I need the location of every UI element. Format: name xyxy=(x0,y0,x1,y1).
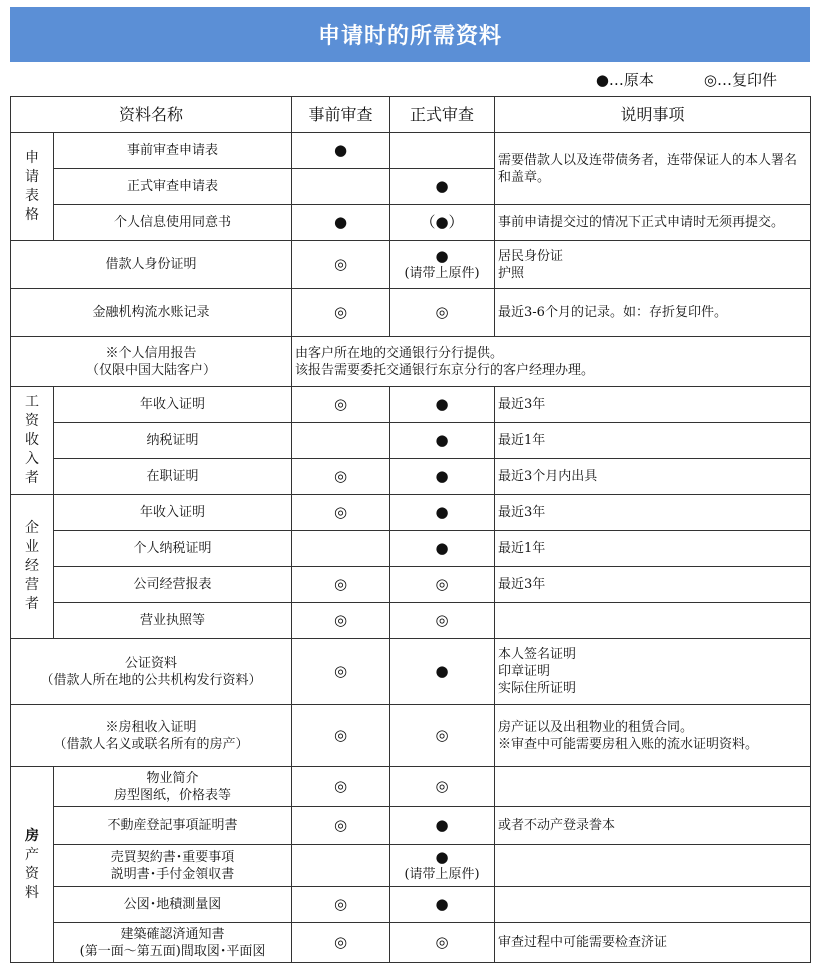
table-row xyxy=(11,459,811,495)
doc-name: 不動産登記事項証明書 xyxy=(54,807,292,845)
doc-note: 需要借款人以及连带债务者，连带保证人的本人署名和盖章。 xyxy=(495,133,811,205)
legend-original: ●…原本 xyxy=(595,71,654,89)
mark-original: ● xyxy=(390,531,495,567)
doc-name: 营业执照等 xyxy=(54,603,292,639)
category-house: 房 产 资 料 xyxy=(11,767,54,963)
mark-copy: ◎ xyxy=(292,887,390,923)
table-row xyxy=(11,767,811,807)
doc-note: 最近3-6个月的记录。如：存折复印件。 xyxy=(495,289,811,337)
doc-note: 居民身份证 护照 xyxy=(495,241,811,289)
doc-name: 正式审查申请表 xyxy=(54,169,292,205)
doc-note: 最近3年 xyxy=(495,567,811,603)
documents-table xyxy=(10,96,811,963)
table-row xyxy=(11,133,811,169)
category-apply: 申 请 表 格 xyxy=(11,133,54,241)
mark-original: ● xyxy=(390,495,495,531)
table-row xyxy=(11,531,811,567)
table-row xyxy=(11,241,811,289)
mark-original: ● xyxy=(292,205,390,241)
table-row xyxy=(11,205,811,241)
mark-copy: ◎ xyxy=(390,603,495,639)
mark-original: ● xyxy=(292,133,390,169)
doc-name: 金融机构流水账记录 xyxy=(11,289,292,337)
header-note: 说明事项 xyxy=(495,97,811,133)
doc-name: 建築確認済通知書 (第一面～第五面)間取図･平面図 xyxy=(54,923,292,963)
header-name: 资料名称 xyxy=(11,97,292,133)
mark-original: ● xyxy=(390,459,495,495)
table-row xyxy=(11,887,811,923)
table-row xyxy=(11,603,811,639)
mark-copy: ◎ xyxy=(390,705,495,767)
legend-copy: ◎…复印件 xyxy=(703,71,777,89)
doc-note: 房产证以及出租物业的租赁合同。 ※审查中可能需要房租入账的流水证明资料。 xyxy=(495,705,811,767)
mark-copy: ◎ xyxy=(292,923,390,963)
mark-copy: ◎ xyxy=(292,459,390,495)
doc-name: 年收入证明 xyxy=(54,387,292,423)
legend xyxy=(596,69,777,90)
mark-copy: ◎ xyxy=(390,767,495,807)
table-row xyxy=(11,387,811,423)
doc-note: 最近3年 xyxy=(495,495,811,531)
doc-note: 本人签名证明 印章证明 实际住所证明 xyxy=(495,639,811,705)
doc-name: 借款人身份证明 xyxy=(11,241,292,289)
mark-original: ● xyxy=(390,639,495,705)
table-row xyxy=(11,337,811,387)
table-row xyxy=(11,923,811,963)
mark-copy: ◎ xyxy=(390,923,495,963)
mark-original: ● xyxy=(390,169,495,205)
doc-note: 由客户所在地的交通银行分行提供。 该报告需要委托交通银行东京分行的客户经理办理。 xyxy=(292,337,811,387)
mark-copy: ◎ xyxy=(292,807,390,845)
doc-name: 纳税证明 xyxy=(54,423,292,459)
header-formal: 正式审查 xyxy=(390,97,495,133)
mark-copy: ◎ xyxy=(292,603,390,639)
doc-name: ※房租收入证明 （借款人名义或联名所有的房产） xyxy=(11,705,292,767)
table-row xyxy=(11,845,811,887)
doc-note: 最近3个月内出具 xyxy=(495,459,811,495)
doc-note: 最近1年 xyxy=(495,423,811,459)
doc-name: 売買契約書･重要事項 説明書･手付金領収書 xyxy=(54,845,292,887)
bring-original: (请带上原件) xyxy=(404,265,480,281)
doc-name: ※个人信用报告 （仅限中国大陆客户） xyxy=(11,337,292,387)
page-title: 申请时的所需资料 xyxy=(10,7,810,62)
doc-name: 公司经营报表 xyxy=(54,567,292,603)
mark-copy: ◎ xyxy=(390,289,495,337)
table-row xyxy=(11,495,811,531)
table-row xyxy=(11,639,811,705)
mark-original: ● xyxy=(435,847,449,866)
mark-copy: ◎ xyxy=(292,639,390,705)
table-row xyxy=(11,423,811,459)
doc-note: 审查过程中可能需要检查济证 xyxy=(495,923,811,963)
mark-copy: ◎ xyxy=(292,705,390,767)
doc-note: 或者不动产登录誊本 xyxy=(495,807,811,845)
table-row xyxy=(11,289,811,337)
category-salary: 工 资 收 入 者 xyxy=(11,387,54,495)
mark-copy: ◎ xyxy=(292,567,390,603)
table-row xyxy=(11,807,811,845)
mark-copy: ◎ xyxy=(292,241,390,289)
doc-name: 事前审查申请表 xyxy=(54,133,292,169)
category-business: 企 业 经 营 者 xyxy=(11,495,54,639)
mark-original: ● xyxy=(390,387,495,423)
header-pre: 事前审查 xyxy=(292,97,390,133)
mark-copy: ◎ xyxy=(292,387,390,423)
table-row xyxy=(11,567,811,603)
bring-original: (请带上原件) xyxy=(404,866,480,882)
mark-original: ● xyxy=(390,423,495,459)
doc-name: 公図･地積測量図 xyxy=(54,887,292,923)
doc-note: 事前申请提交过的情况下正式申请时无须再提交。 xyxy=(495,205,811,241)
doc-note: 最近3年 xyxy=(495,387,811,423)
mark-original: ● xyxy=(435,246,449,265)
doc-name: 个人纳税证明 xyxy=(54,531,292,567)
mark-original: ● xyxy=(390,807,495,845)
mark-copy: ◎ xyxy=(292,289,390,337)
doc-note: 最近1年 xyxy=(495,531,811,567)
mark-copy: ◎ xyxy=(292,767,390,807)
doc-name: 公证资料 （借款人所在地的公共机构发行资料） xyxy=(11,639,292,705)
doc-name: 在职证明 xyxy=(54,459,292,495)
doc-name: 年收入证明 xyxy=(54,495,292,531)
doc-name: 物业简介 房型图纸，价格表等 xyxy=(54,767,292,807)
table-row xyxy=(11,705,811,767)
doc-name: 个人信息使用同意书 xyxy=(54,205,292,241)
mark-copy: ◎ xyxy=(292,495,390,531)
header-row xyxy=(11,97,811,133)
mark-original-optional: （●） xyxy=(390,205,495,241)
mark-original: ● xyxy=(390,887,495,923)
mark-copy: ◎ xyxy=(390,567,495,603)
